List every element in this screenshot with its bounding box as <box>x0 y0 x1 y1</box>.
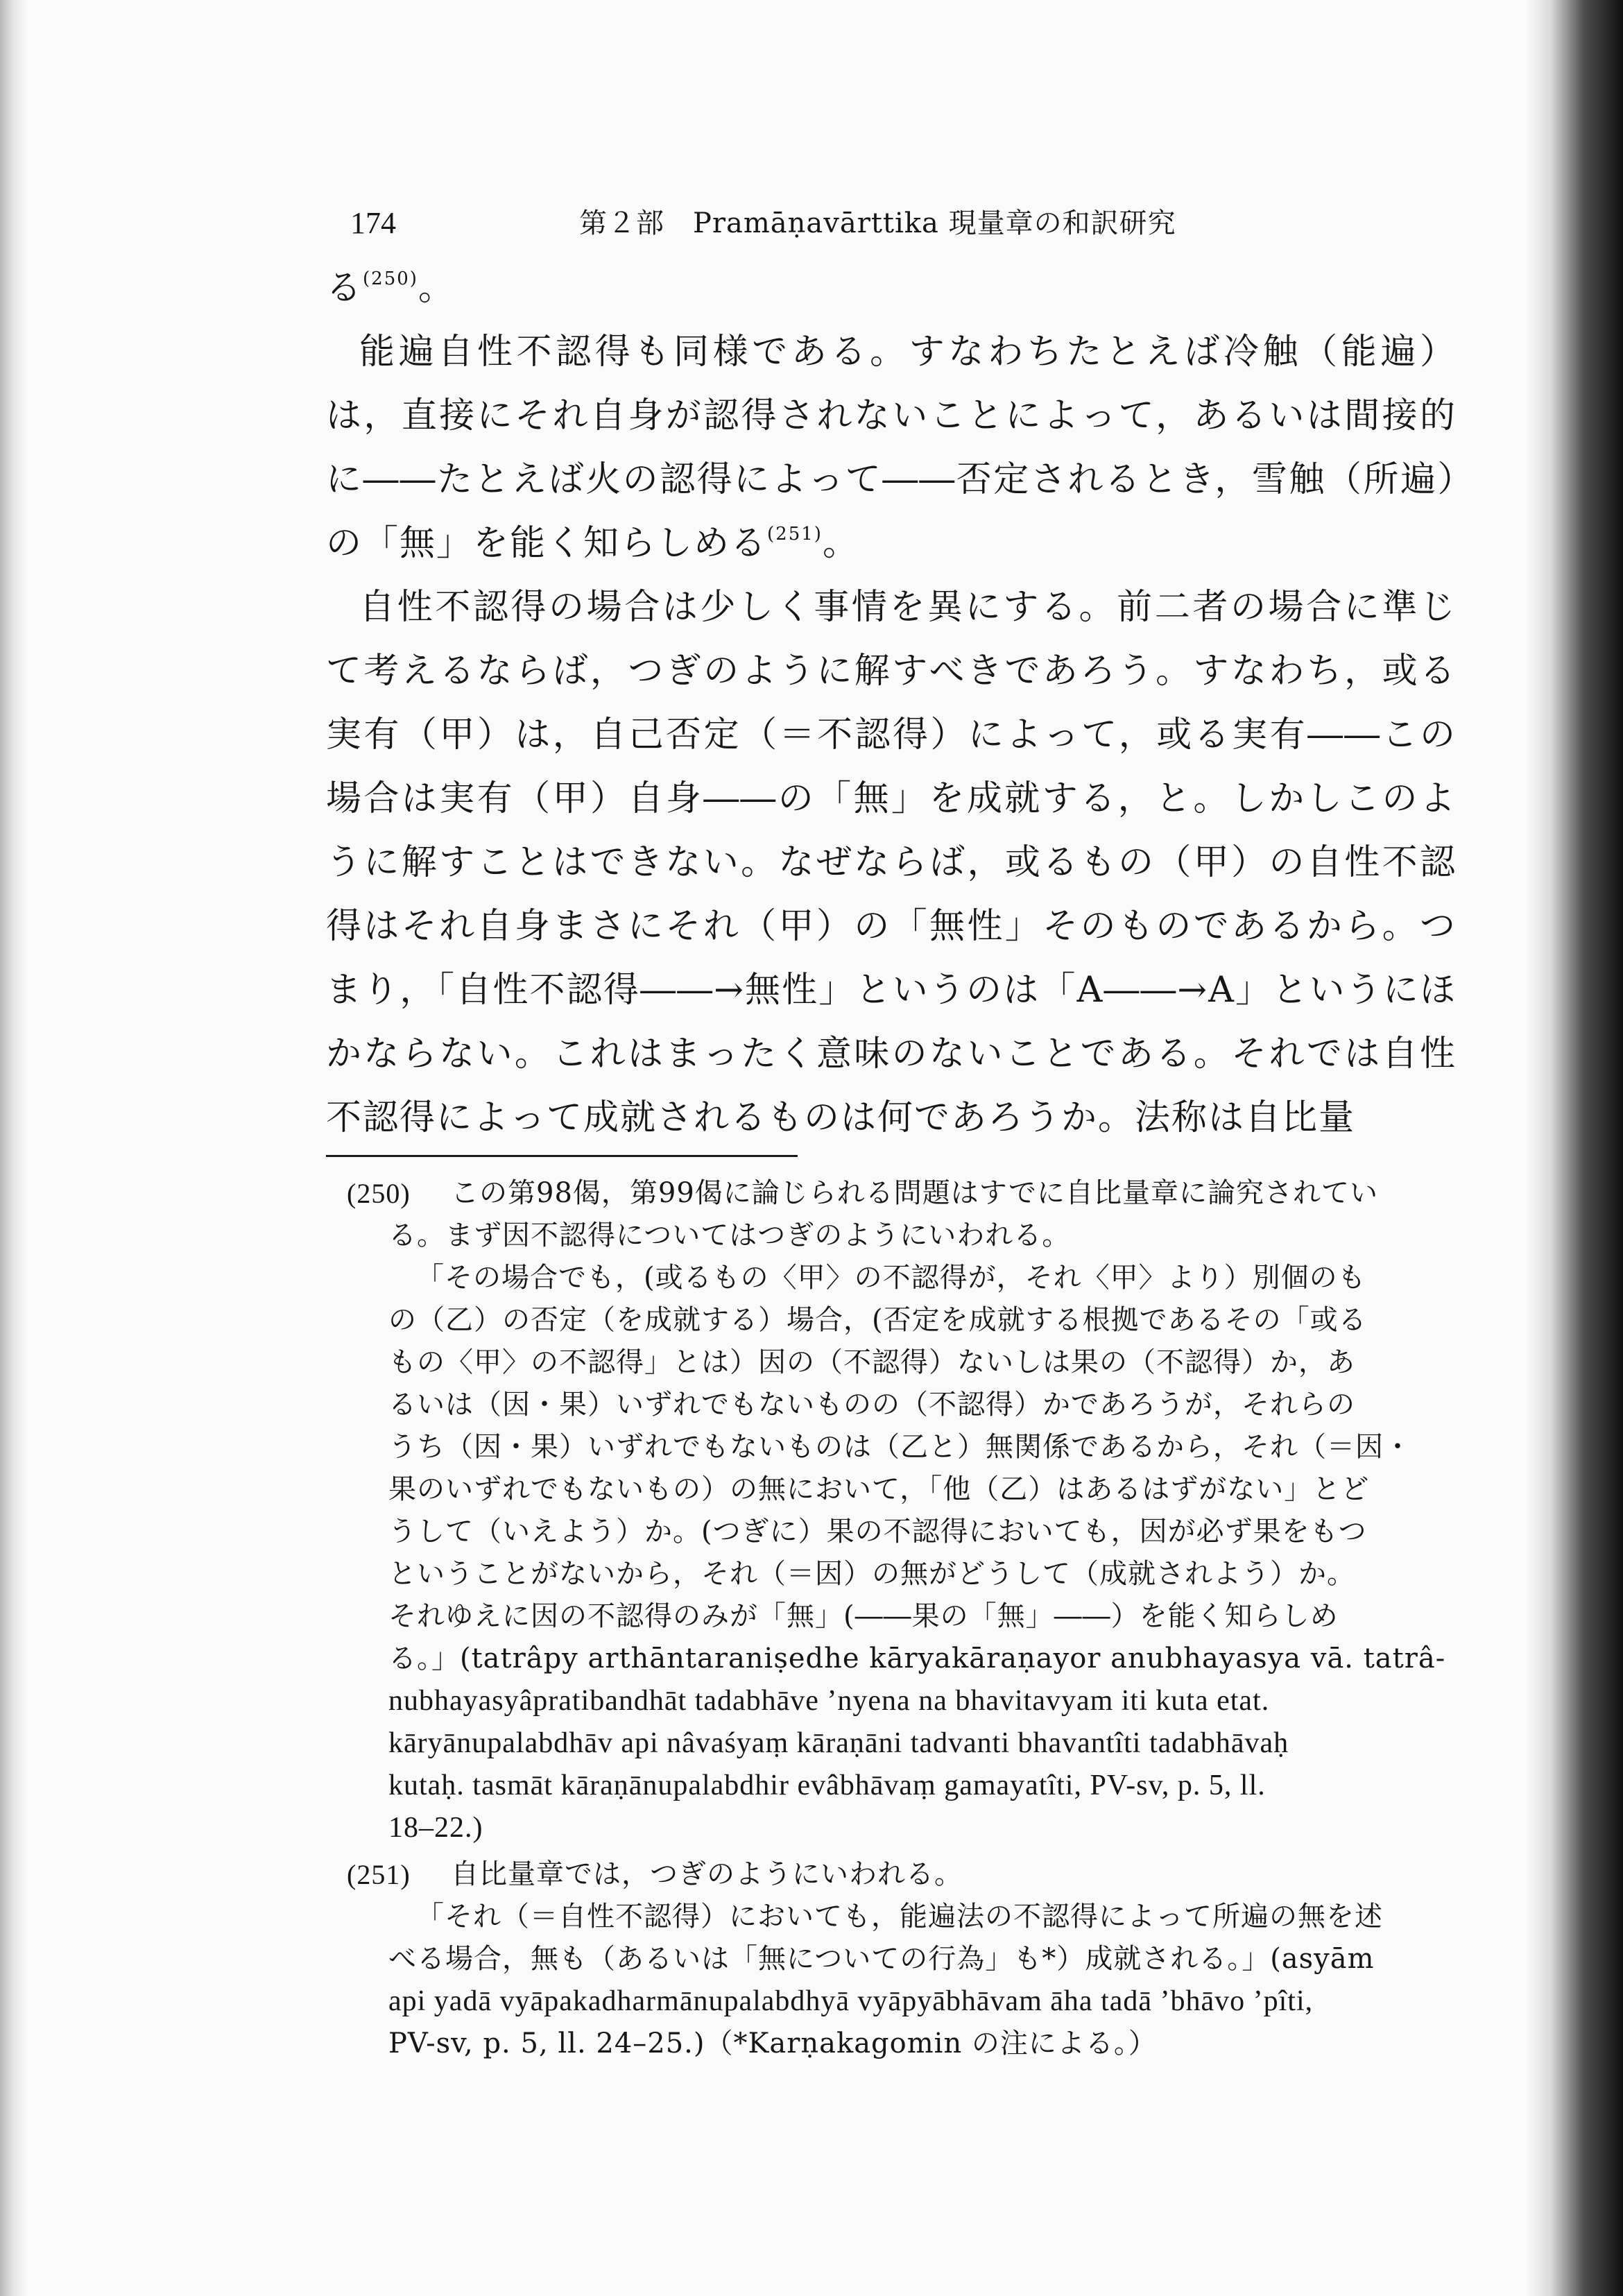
footnotes <box>347 1172 1450 2069</box>
scan-shadow-left <box>0 0 28 2296</box>
paragraph-text: 自性不認得の場合は少しく事情を異にする。前二者の場合に準じて考えるならば，つぎのように解すべきであろう。すなわち，或る実有（甲）は，自己否定（＝不認得）によって，或る実有――この場合は実有（甲）自身――の「無」を成就する，と。しかしこのように解すことはできない。なぜならば，或るもの（甲）の自性不認得はそれ自身まさにそれ（甲）の「無性」そのものであるから。つまり，「自性不認得――→無性」というのは「A――→A」というにほかならない。これはまったく意味のないことである。それでは自性不認得によって成就されるものは何であろうか。法称は自比量 <box>326 587 1457 1138</box>
footnote-quote-line: べる場合，無も（あるいは「無についての行為」も*）成就される。」(asyām <box>388 1943 1375 1975</box>
footnote-rule <box>326 1155 798 1157</box>
paragraph-end-mark: 。 <box>822 523 859 564</box>
footnote-250 <box>347 1172 1450 1849</box>
paragraph <box>326 320 1457 576</box>
footnote-sanskrit-line: kutaḥ. tasmāt kāraṇānupalabdhir evâbhāvaṃ gamayatîti, PV-sv, p. 5, ll. <box>388 1770 1266 1801</box>
footnote-251 <box>347 1853 1450 2065</box>
footnote-quote-line: るいは（因・果）いずれでもないものの（不認得）かであろうが，それらの <box>388 1389 1355 1421</box>
scan-shadow-right <box>1526 0 1623 2296</box>
running-head <box>350 203 1446 244</box>
footnote-marker: (250) <box>347 1178 411 1209</box>
footnote-sanskrit-line: nubhayasyâpratibandhāt tadabhāve ’nyena na bhavitavyam iti kuta etat. <box>388 1685 1270 1717</box>
paragraph <box>326 576 1457 1150</box>
paragraph-text: る <box>326 268 363 309</box>
footnote-sanskrit-line: kāryānupalabdhāv api nâvaśyaṃ kāraṇāni tadvanti bhavantîti tadabhāvaḥ <box>388 1727 1289 1759</box>
footnote-quote-line: 「その場合でも，(或るもの〈甲〉の不認得が，それ〈甲〉より）別個のも <box>416 1262 1366 1294</box>
footnote-quote-line: る。」(tatrâpy arthāntaraniṣedhe kāryakāraṇayor anubhayasya vā. tatrâ- <box>388 1643 1446 1674</box>
footnote-sanskrit-line: api yadā vyāpakadharmānupalabdhyā vyāpyābhāvam āha tadā ’bhāvo ’pîti, <box>388 1985 1314 2017</box>
paragraph-continuation <box>326 257 1457 320</box>
footnote-text: この第98偈，第99偈に論じられる問題はすでに自比量章に論究されてい <box>451 1177 1378 1209</box>
footnote-quote-line: の（乙）の否定（を成就する）場合，(否定を成就する根拠であるその「或る <box>388 1304 1367 1336</box>
paragraph-text: 能遍自性不認得も同様である。すなわちたとえば冷触（能遍）は，直接にそれ自身が認得されないことによって，あるいは間接的に――たとえば火の認得によって――否定されるとき，雪触（所遍）の「無」を能く知らしめる <box>326 332 1457 564</box>
footnote-line <box>347 1853 1450 1896</box>
footnote-text: 自比量章では，つぎのようにいわれる。 <box>451 1858 963 1890</box>
body-text <box>326 257 1457 1150</box>
footnote-line <box>347 1172 1450 1215</box>
page-number: 174 <box>350 206 396 240</box>
note-reference: (251) <box>767 524 823 545</box>
footnote-quote-line: それゆえに因の不認得のみが「無」(――果の「無」――）を能く知らしめ <box>388 1600 1339 1632</box>
footnote-sanskrit-line: 18–22.) <box>388 1812 483 1844</box>
footnote-quote-line: PV-sv, p. 5, ll. 24–25.)（*Karṇakagomin の注による。） <box>388 2028 1157 2059</box>
footnote-quote-line: うち（因・果）いずれでもないものは（乙と）無関係であるから，それ（＝因・ <box>388 1431 1412 1463</box>
note-reference: (250) <box>363 268 418 289</box>
running-title: 第２部 Pramāṇavārttika 現量章の和訳研究 <box>579 207 1176 239</box>
footnote-quote-line: 「それ（＝自性不認得）においても，能遍法の不認得によって所遍の無を述 <box>416 1901 1383 1933</box>
footnote-quote-line: 果のいずれでもないもの）の無において，「他（乙）はあるはずがない」とど <box>388 1473 1370 1505</box>
footnote-quote-line: もの〈甲〉の不認得」とは）因の（不認得）ないしは果の（不認得）か，あ <box>388 1346 1355 1378</box>
footnote-line: る。まず因不認得についてはつぎのようにいわれる。 <box>388 1219 1071 1251</box>
paragraph-end-mark: 。 <box>418 268 455 309</box>
footnote-marker: (251) <box>347 1859 411 1890</box>
footnote-quote-line: うして（いえよう）か。(つぎに）果の不認得においても，因が必ず果をもつ <box>388 1516 1367 1548</box>
footnote-quote-line: ということがないから，それ（＝因）の無がどうして（成就されよう）か。 <box>388 1558 1355 1590</box>
